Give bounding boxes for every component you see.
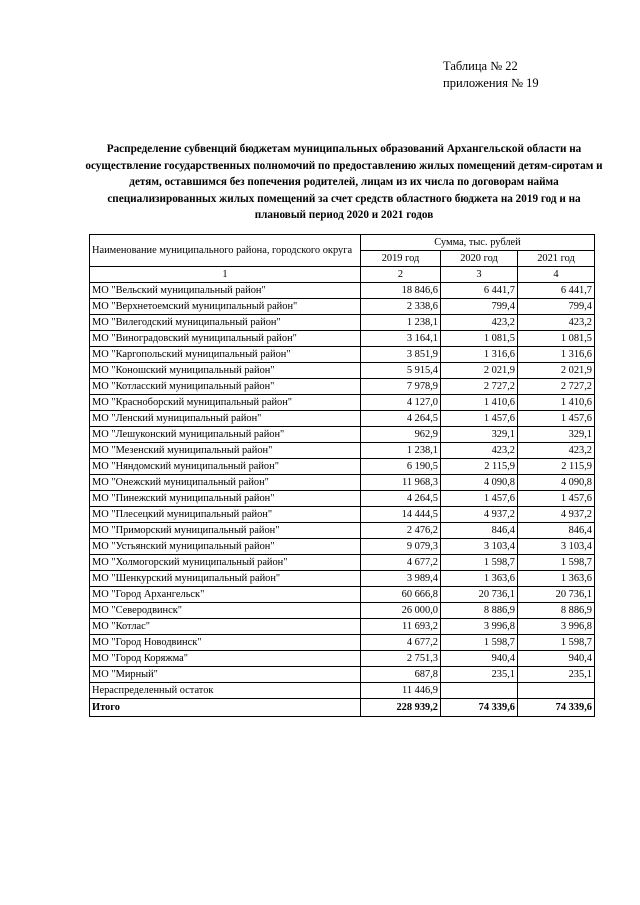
table-row — [90, 459, 595, 475]
municipality-name: МО "Приморский муниципальный район" — [90, 523, 361, 539]
column-header-name: Наименование муниципального района, городского округа — [90, 235, 361, 267]
municipality-name: МО "Верхнетоемский муниципальный район" — [90, 299, 361, 315]
table-row — [90, 507, 595, 523]
municipality-name: МО "Онежский муниципальный район" — [90, 475, 361, 491]
total-row — [90, 699, 595, 717]
column-number: 3 — [441, 267, 518, 283]
table-row — [90, 619, 595, 635]
amount-2019: 1 238,1 — [361, 443, 441, 459]
municipality-name: МО "Лешуконский муниципальный район" — [90, 427, 361, 443]
amount-2021: 1 457,6 — [518, 411, 595, 427]
municipality-name: МО "Красноборский муниципальный район" — [90, 395, 361, 411]
table-row — [90, 683, 595, 699]
table-row — [90, 539, 595, 555]
table-row — [90, 395, 595, 411]
amount-2020: 3 996,8 — [441, 619, 518, 635]
table-row — [90, 331, 595, 347]
amount-2019: 6 190,5 — [361, 459, 441, 475]
municipality-name: МО "Плесецкий муниципальный район" — [90, 507, 361, 523]
amount-2020: 329,1 — [441, 427, 518, 443]
municipality-name: МО "Мезенский муниципальный район" — [90, 443, 361, 459]
municipality-name: МО "Город Архангельск" — [90, 587, 361, 603]
amount-2021: 799,4 — [518, 299, 595, 315]
amount-2021: 3 996,8 — [518, 619, 595, 635]
amount-2020: 1 316,6 — [441, 347, 518, 363]
table-number: Таблица № 22 — [443, 59, 518, 73]
municipality-name: МО "Коношский муниципальный район" — [90, 363, 361, 379]
amount-2021: 3 103,4 — [518, 539, 595, 555]
header-row-1 — [90, 235, 595, 251]
amount-2021 — [518, 683, 595, 699]
amount-2021: 2 115,9 — [518, 459, 595, 475]
amount-2021: 1 410,6 — [518, 395, 595, 411]
amount-2019: 687,8 — [361, 667, 441, 683]
table-row — [90, 427, 595, 443]
amount-2019: 26 000,0 — [361, 603, 441, 619]
amount-2020: 3 103,4 — [441, 539, 518, 555]
amount-2019: 9 079,3 — [361, 539, 441, 555]
amount-2019: 11 968,3 — [361, 475, 441, 491]
amount-2020: 1 598,7 — [441, 635, 518, 651]
amount-2019: 4 264,5 — [361, 491, 441, 507]
amount-2020: 4 090,8 — [441, 475, 518, 491]
amount-2021: 423,2 — [518, 443, 595, 459]
column-number: 2 — [361, 267, 441, 283]
table-row — [90, 363, 595, 379]
amount-2019: 4 264,5 — [361, 411, 441, 427]
table-row — [90, 571, 595, 587]
column-header-2021: 2021 год — [518, 251, 595, 267]
total-2020: 74 339,6 — [441, 699, 518, 717]
amount-2019: 3 989,4 — [361, 571, 441, 587]
municipality-name: Нераспределенный остаток — [90, 683, 361, 699]
amount-2020: 2 115,9 — [441, 459, 518, 475]
amount-2020: 423,2 — [441, 315, 518, 331]
municipality-name: МО "Вилегодский муниципальный район" — [90, 315, 361, 331]
amount-2019: 11 693,2 — [361, 619, 441, 635]
municipality-name: МО "Виноградовский муниципальный район" — [90, 331, 361, 347]
column-number: 1 — [90, 267, 361, 283]
table-row — [90, 523, 595, 539]
table-row — [90, 283, 595, 299]
amount-2020: 6 441,7 — [441, 283, 518, 299]
amount-2021: 1 598,7 — [518, 635, 595, 651]
table-row — [90, 379, 595, 395]
amount-2019: 18 846,6 — [361, 283, 441, 299]
table-row — [90, 555, 595, 571]
amount-2021: 20 736,1 — [518, 587, 595, 603]
column-number-row — [90, 267, 595, 283]
table-row — [90, 491, 595, 507]
municipality-name: МО "Холмогорский муниципальный район" — [90, 555, 361, 571]
document-title: Распределение субвенций бюджетам муниципальных образований Архангельской области на осуществление государственных полномочий по предоставлению жилых помещений детям-сиротам и детям, оставшимся без попечения родителей, лицам из их числа по договорам найма специализированных жилых помещений за счет средств областного бюджета на 2019 год и на плановый период 2020 и 2021 годов — [85, 143, 603, 221]
municipality-name: МО "Котлас" — [90, 619, 361, 635]
amount-2021: 4 937,2 — [518, 507, 595, 523]
column-header-2020: 2020 год — [441, 251, 518, 267]
budget-table — [89, 234, 595, 717]
amount-2020: 4 937,2 — [441, 507, 518, 523]
municipality-name: МО "Котласский муниципальный район" — [90, 379, 361, 395]
table-row — [90, 315, 595, 331]
column-number: 4 — [518, 267, 595, 283]
amount-2020: 2 727,2 — [441, 379, 518, 395]
amount-2020: 1 081,5 — [441, 331, 518, 347]
table-row — [90, 299, 595, 315]
table-row — [90, 347, 595, 363]
amount-2019: 5 915,4 — [361, 363, 441, 379]
table-row — [90, 667, 595, 683]
amount-2020: 940,4 — [441, 651, 518, 667]
amount-2020: 20 736,1 — [441, 587, 518, 603]
amount-2020: 2 021,9 — [441, 363, 518, 379]
amount-2019: 60 666,8 — [361, 587, 441, 603]
amount-2021: 1 081,5 — [518, 331, 595, 347]
amount-2021: 2 727,2 — [518, 379, 595, 395]
amount-2019: 2 338,6 — [361, 299, 441, 315]
column-header-2019: 2019 год — [361, 251, 441, 267]
table-row — [90, 635, 595, 651]
amount-2019: 11 446,9 — [361, 683, 441, 699]
municipality-name: МО "Устьянский муниципальный район" — [90, 539, 361, 555]
amount-2020: 1 457,6 — [441, 411, 518, 427]
table-row — [90, 603, 595, 619]
amount-2019: 4 677,2 — [361, 635, 441, 651]
municipality-name: МО "Няндомский муниципальный район" — [90, 459, 361, 475]
amount-2021: 329,1 — [518, 427, 595, 443]
appendix-number: приложения № 19 — [443, 76, 539, 90]
amount-2020: 1 363,6 — [441, 571, 518, 587]
total-2019: 228 939,2 — [361, 699, 441, 717]
amount-2021: 846,4 — [518, 523, 595, 539]
municipality-name: МО "Город Коряжма" — [90, 651, 361, 667]
table-row — [90, 475, 595, 491]
municipality-name: МО "Шенкурский муниципальный район" — [90, 571, 361, 587]
municipality-name: МО "Город Новодвинск" — [90, 635, 361, 651]
municipality-name: МО "Пинежский муниципальный район" — [90, 491, 361, 507]
amount-2021: 8 886,9 — [518, 603, 595, 619]
amount-2020: 423,2 — [441, 443, 518, 459]
municipality-name: МО "Северодвинск" — [90, 603, 361, 619]
amount-2021: 1 598,7 — [518, 555, 595, 571]
amount-2019: 1 238,1 — [361, 315, 441, 331]
amount-2019: 3 164,1 — [361, 331, 441, 347]
table-reference — [443, 58, 539, 92]
amount-2021: 1 316,6 — [518, 347, 595, 363]
amount-2019: 4 127,0 — [361, 395, 441, 411]
table-row — [90, 411, 595, 427]
amount-2021: 2 021,9 — [518, 363, 595, 379]
municipality-name: МО "Мирный" — [90, 667, 361, 683]
municipality-name: МО "Каргопольский муниципальный район" — [90, 347, 361, 363]
amount-2019: 4 677,2 — [361, 555, 441, 571]
amount-2020: 846,4 — [441, 523, 518, 539]
amount-2021: 4 090,8 — [518, 475, 595, 491]
amount-2020: 235,1 — [441, 667, 518, 683]
amount-2020: 1 598,7 — [441, 555, 518, 571]
amount-2019: 2 751,3 — [361, 651, 441, 667]
table-body — [90, 283, 595, 699]
amount-2020 — [441, 683, 518, 699]
amount-2021: 235,1 — [518, 667, 595, 683]
total-2021: 74 339,6 — [518, 699, 595, 717]
amount-2019: 3 851,9 — [361, 347, 441, 363]
column-header-sum: Сумма, тыс. рублей — [361, 235, 595, 251]
table-row — [90, 443, 595, 459]
amount-2021: 1 363,6 — [518, 571, 595, 587]
municipality-name: МО "Вельский муниципальный район" — [90, 283, 361, 299]
amount-2021: 423,2 — [518, 315, 595, 331]
amount-2019: 2 476,2 — [361, 523, 441, 539]
table-row — [90, 651, 595, 667]
amount-2020: 1 410,6 — [441, 395, 518, 411]
total-label: Итого — [90, 699, 361, 717]
municipality-name: МО "Ленский муниципальный район" — [90, 411, 361, 427]
table-row — [90, 587, 595, 603]
amount-2020: 1 457,6 — [441, 491, 518, 507]
amount-2019: 7 978,9 — [361, 379, 441, 395]
amount-2021: 1 457,6 — [518, 491, 595, 507]
amount-2020: 799,4 — [441, 299, 518, 315]
amount-2019: 962,9 — [361, 427, 441, 443]
amount-2020: 8 886,9 — [441, 603, 518, 619]
amount-2019: 14 444,5 — [361, 507, 441, 523]
amount-2021: 6 441,7 — [518, 283, 595, 299]
amount-2021: 940,4 — [518, 651, 595, 667]
